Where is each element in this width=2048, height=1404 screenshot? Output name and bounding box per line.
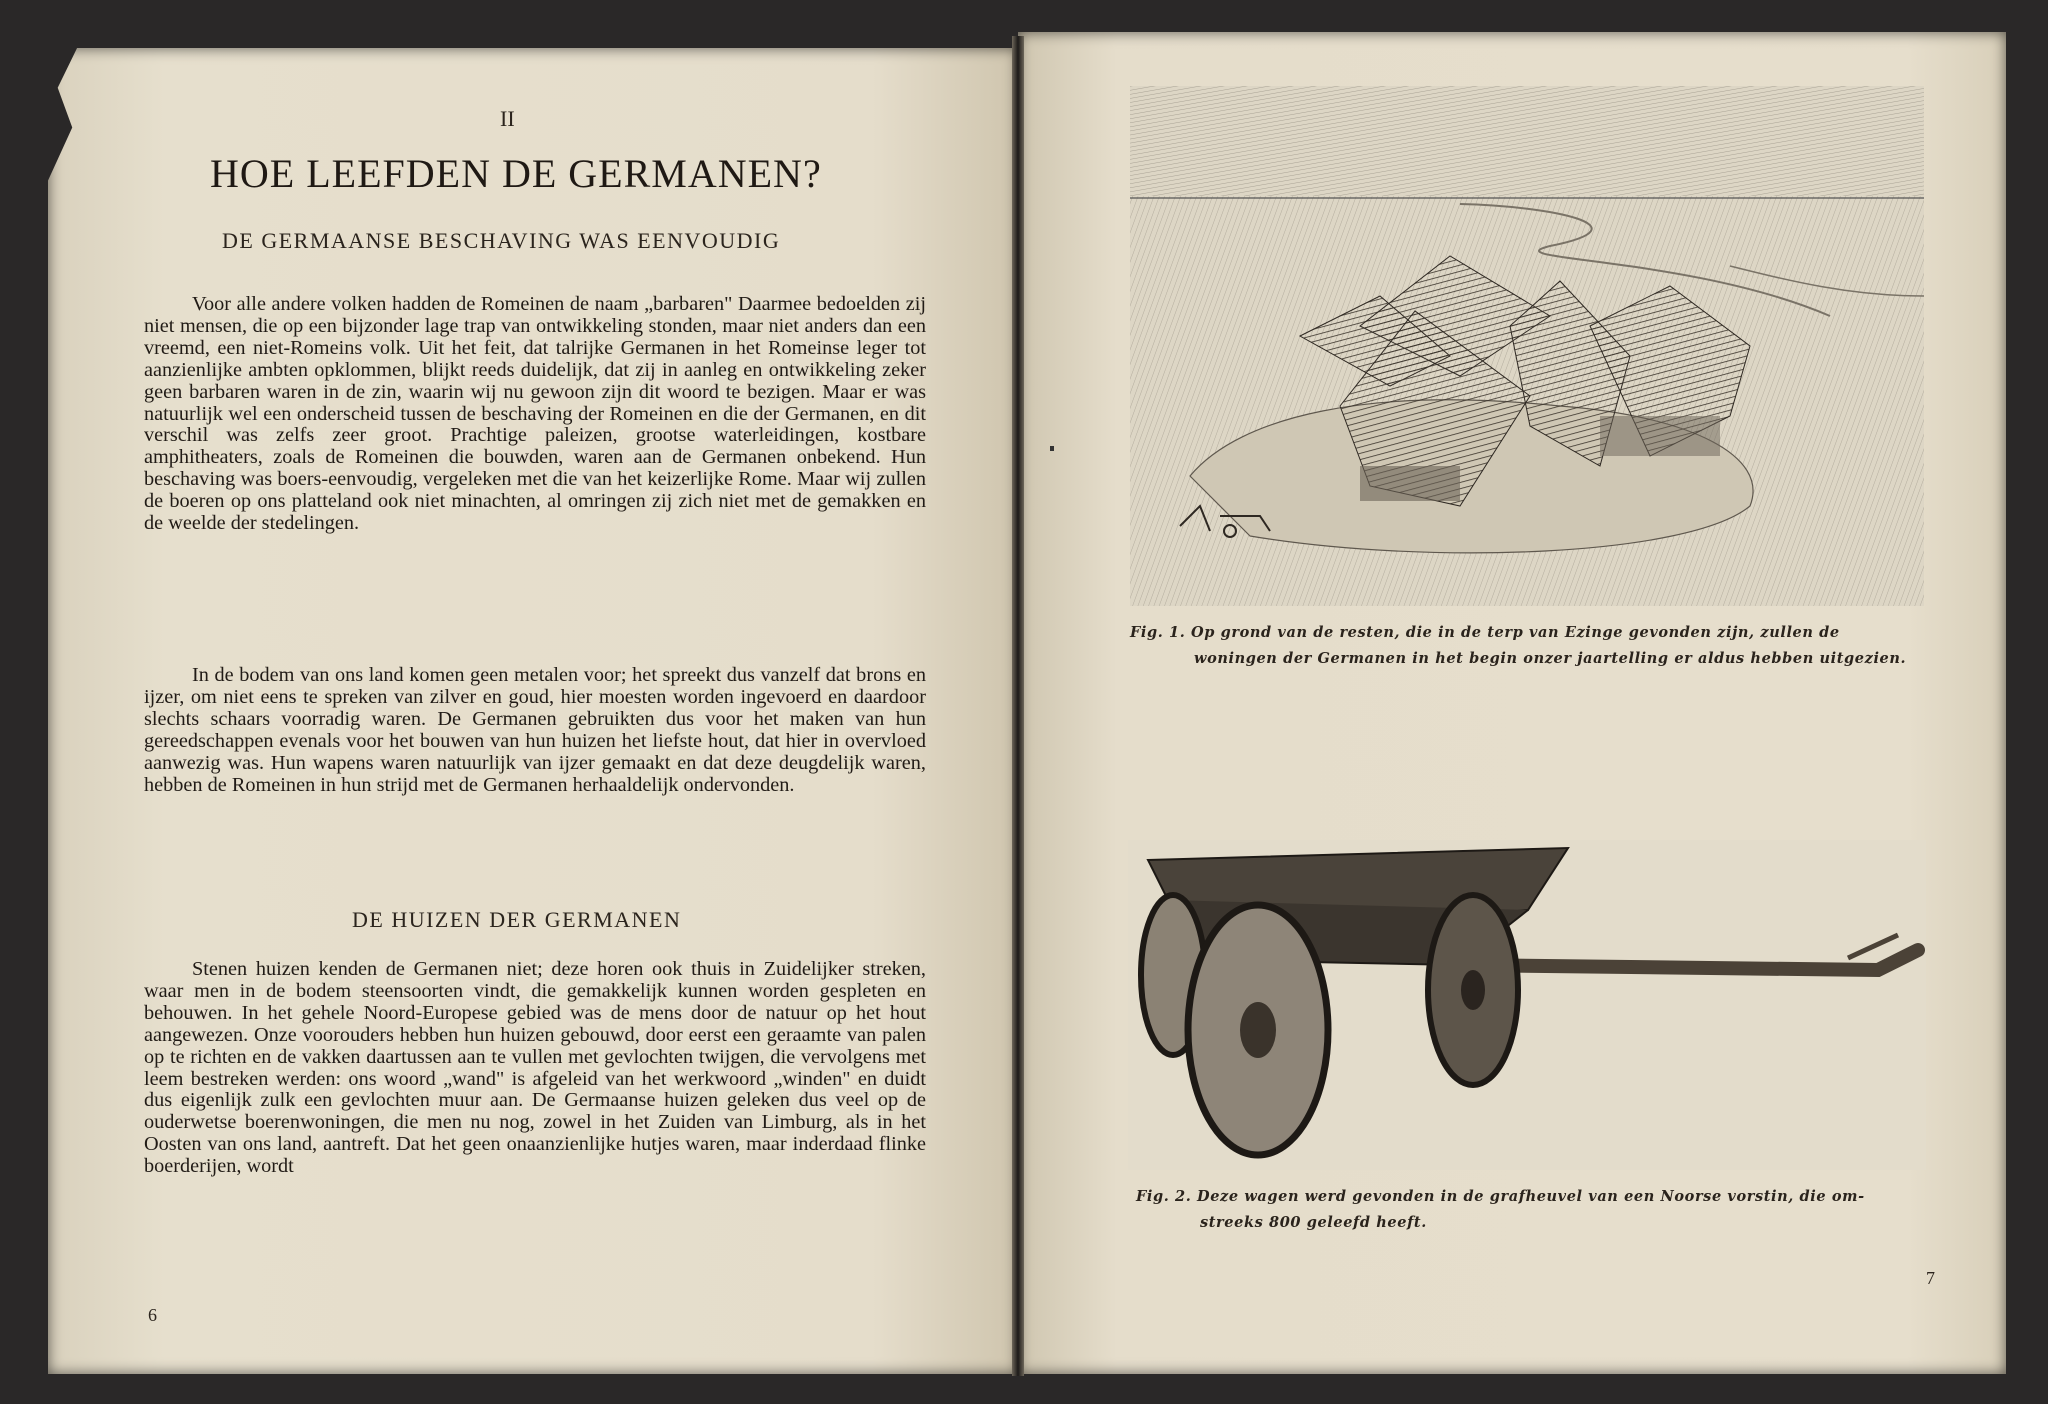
section-heading-houses: DE HUIZEN DER GERMANEN [352, 907, 682, 932]
page-number-left: 6 [148, 1305, 157, 1325]
figure-oseberg-wagon-photo [1128, 840, 1926, 1170]
figure-1-caption-line-2: woningen der Germanen in het begin onzer jaartelling er aldus hebben uitgezien. [1194, 650, 1907, 667]
figure-terp-houses-illustration [1130, 86, 1924, 606]
section-heading-civilization: DE GERMAANSE BESCHAVING WAS EENVOUDIG [222, 228, 781, 253]
figure-1-caption-line-1: Fig. 1. Op grond van de resten, die in de terp van Ezinge gevonden zijn, zullen de [1130, 624, 1840, 641]
figure-1-caption [1130, 620, 1938, 672]
paragraph-barbarians: Voor alle andere volken hadden de Romeinen de naam „barbaren" Daarmee bedoelden zij niet mensen, die op een bijzonder lage trap van ontwikkeling stonden, maar niet anders dan een vreemd, een niet-Romeins volk. Uit het feit, dat talrijke Germanen in het Romeinse leger tot aanzienlijke ambten opklommen, blijkt reeds duidelijk, dat zij in aanleg en ontwikkeling zeker geen barbaren waren in de zin, waarin wij nu gewoon zijn dit woord te bezigen. Maar er was natuurlijk wel een onderscheid tussen de beschaving der Romeinen en die der Germanen, en dit verschil was zelfs zeer groot. Prachtige paleizen, grootse waterleidingen, kostbare amphitheaters, zoals de Romeinen die bouwden, waren aan de Germanen onbekend. Hun beschaving was boers-eenvoudig, vergeleken met die van het keizerlijke Rome. Maar wij zullen de boeren op ons platteland ook niet minachten, al omringen zij zich niet met de gemakken en de weelde der stedelingen. [144, 293, 926, 535]
chapter-number: II [500, 106, 515, 131]
figure-2-caption-line-1: Fig. 2. Deze wagen werd gevonden in de grafheuvel van een Noorse vorstin, die om- [1136, 1188, 1865, 1205]
figure-2-caption-line-2: streeks 800 geleefd heeft. [1200, 1214, 1427, 1231]
page-number-right: 7 [1926, 1268, 1935, 1288]
page-mark [1050, 446, 1054, 451]
chapter-title: HOE LEEFDEN DE GERMANEN? [210, 151, 822, 196]
book-spine-gutter [1012, 36, 1024, 1376]
paragraph-metals: In de bodem van ons land komen geen metalen voor; het spreekt dus vanzelf dat brons en ijzer, om niet eens te spreken van zilver en goud, hier moesten worden ingevoerd en daardoor slechts schaars voorradig waren. De Germanen gebruikten dus voor het maken van hun gereedschappen evenals voor het bouwen van hun huizen het liefste hout, dat hier in overvloed aanwezig was. Hun wapens waren natuurlijk van ijzer gemaakt en dat deze deugdelijk waren, hebben de Romeinen in hun strijd met de Germanen herhaaldelijk ondervonden. [144, 664, 926, 796]
figure-2-caption [1136, 1184, 1944, 1236]
paragraph-houses: Stenen huizen kenden de Germanen niet; deze horen ook thuis in Zuidelijker streken, waar men in de bodem steensoorten vindt, die gemakkelijk kunnen worden gespleten en behouwen. In het gehele Noord-Europese gebied was de mens door de natuur op het hout aangewezen. Onze voorouders hebben hun huizen gebouwd, door eerst een geraamte van palen op te richten en de vakken daartussen aan te vullen met gevlochten twijgen, die vervolgens met leem bestreken werden: ons woord „wand" is afgeleid van het werkwoord „winden" en duidt dus eigenlijk zulk een gevlochten muur aan. De Germaanse huizen geleken dus veel op de ouderwetse boerenwoningen, die men nu nog, zowel in het Zuiden van Limburg, als in het Oosten van ons land, aantreft. Dat het geen onaanzienlijke hutjes waren, maar inderdaad flinke boerderijen, wordt [144, 958, 926, 1178]
